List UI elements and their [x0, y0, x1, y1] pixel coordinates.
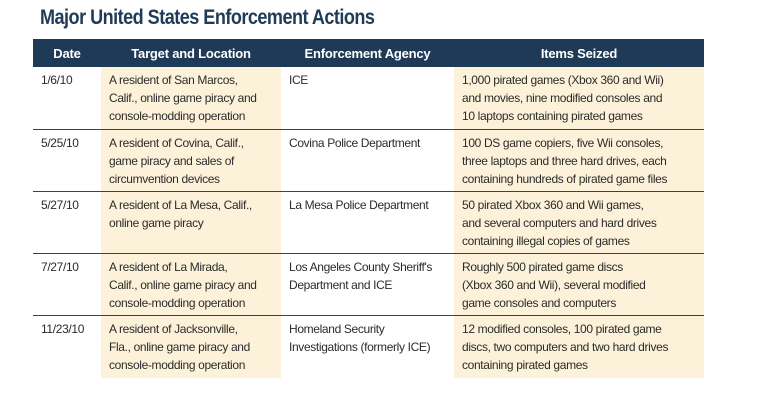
cell-text-line: containing illegal copies of games — [462, 233, 630, 248]
cell-date: 5/25/10 — [33, 129, 101, 191]
column-header-date: Date — [33, 39, 101, 67]
cell-text-line: Investigations (formerly ICE) — [289, 339, 431, 354]
cell-target-location — [101, 315, 281, 378]
cell-text-line: 10 laptops containing pirated games — [462, 109, 643, 123]
cell-enforcement-agency — [281, 129, 454, 191]
cell-items-seized — [454, 191, 704, 253]
cell-date: 11/23/10 — [41, 321, 85, 336]
cell-date: 1/6/10 — [33, 67, 101, 129]
cell-text-line: game piracy and sales of — [109, 153, 235, 168]
cell-text-line: A resident of Jacksonville, — [109, 321, 238, 336]
table-row — [33, 129, 704, 191]
enforcement-actions-table — [33, 39, 704, 378]
table-row — [33, 253, 704, 315]
cell-text-line: A resident of La Mirada, — [109, 259, 228, 274]
cell-text-line: console-modding operation — [109, 295, 246, 310]
cell-text-line: circumvention devices — [109, 171, 220, 186]
cell-enforcement-agency — [281, 315, 454, 378]
cell-enforcement-agency — [281, 191, 454, 253]
cell-text-line: three laptops and three hard drives, each — [462, 153, 667, 168]
table-header-row — [33, 39, 704, 67]
cell-text-line: containing hundreds of pirated game files — [462, 171, 668, 186]
cell-items-seized — [454, 129, 704, 191]
cell-text-line: Homeland Security — [289, 321, 385, 336]
table-row — [33, 315, 704, 378]
cell-text-line: ICE — [289, 73, 308, 87]
cell-text-line: Calif., online game piracy and — [109, 91, 257, 105]
cell-text-line: 1,000 pirated games (Xbox 360 and Wii) — [462, 73, 664, 87]
cell-text-line: Covina Police Department — [289, 135, 421, 150]
cell-text-line: and several computers and hard drives — [462, 215, 657, 230]
cell-text-line: 100 DS game copiers, five Wii consoles, — [462, 135, 664, 150]
cell-target-location — [101, 129, 281, 191]
cell-items-seized — [454, 315, 704, 378]
cell-text-line: and movies, nine modified consoles and — [462, 91, 663, 105]
cell-text-line: A resident of San Marcos, — [109, 73, 238, 87]
table-row — [33, 191, 704, 253]
cell-items-seized — [454, 253, 704, 315]
column-header-agency: Enforcement Agency — [281, 39, 454, 67]
cell-text-line: Department and ICE — [289, 277, 393, 292]
table-body — [33, 67, 704, 378]
cell-text-line: A resident of Covina, Calif., — [109, 135, 244, 150]
cell-target-location — [101, 67, 281, 129]
cell-text-line: console-modding operation — [109, 109, 246, 123]
cell-date: 7/27/10 — [33, 253, 101, 315]
cell-text-line: console-modding operation — [109, 357, 246, 372]
cell-text-line: discs, two computers and two hard drives — [462, 339, 669, 354]
cell-text-line: Roughly 500 pirated game discs — [462, 259, 623, 274]
cell-text-line: game consoles and computers — [462, 295, 616, 310]
table-row — [33, 67, 704, 129]
cell-items-seized — [454, 67, 704, 129]
column-header-target: Target and Location — [101, 39, 281, 67]
cell-date: 5/27/10 — [33, 191, 101, 253]
cell-target-location — [101, 253, 281, 315]
cell-text-line: La Mesa Police Department — [289, 197, 429, 212]
cell-enforcement-agency — [281, 67, 454, 129]
cell-text-line: (Xbox 360 and Wii), several modified — [462, 277, 646, 292]
cell-text-line: 12 modified consoles, 100 pirated game — [462, 321, 662, 336]
cell-text-line: 50 pirated Xbox 360 and Wii games, — [462, 197, 644, 212]
cell-text-line: Fla., online game piracy and — [109, 339, 250, 354]
page-title: Major United States Enforcement Actions — [40, 6, 375, 29]
cell-text-line: containing pirated games — [462, 357, 588, 372]
cell-text-line: A resident of La Mesa, Calif., — [109, 197, 252, 212]
cell-text-line: Calif., online game piracy and — [109, 277, 257, 292]
cell-target-location — [101, 191, 281, 253]
column-header-items: Items Seized — [454, 39, 704, 67]
cell-text-line: online game piracy — [109, 215, 204, 230]
cell-enforcement-agency — [281, 253, 454, 315]
cell-text-line: Los Angeles County Sheriff's — [289, 259, 433, 274]
